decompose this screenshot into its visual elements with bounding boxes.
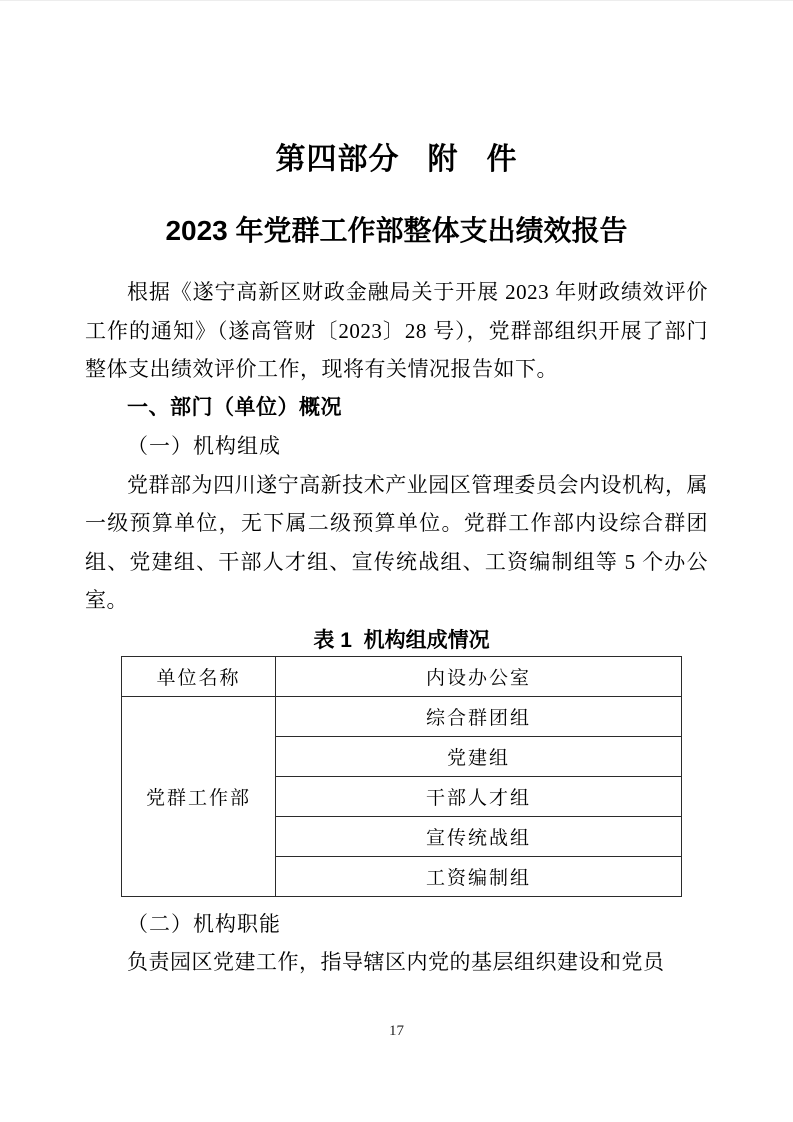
functions-paragraph: 负责园区党建工作，指导辖区内党的基层组织建设和党员 <box>127 950 665 974</box>
table-header-offices: 内设办公室 <box>276 656 682 696</box>
table-cell-office: 工资编制组 <box>276 856 682 896</box>
report-title: 2023 年党群工作部整体支出绩效报告 <box>165 215 628 246</box>
section-title: 第四部分 附 件 <box>275 143 518 176</box>
org-composition-table <box>121 656 682 897</box>
intro-paragraph: 根据《遂宁高新区财政金融局关于开展 2023 年财政绩效评价工作的通知》（遂高管财〔2023〕28 号），党群部组织开展了部门整体支出绩效评价工作，现将有关情况报告如下。 <box>85 280 708 381</box>
table-row <box>122 696 682 736</box>
table-cell-office: 党建组 <box>276 736 682 776</box>
table-cell-office: 综合群团组 <box>276 696 682 736</box>
org-composition-paragraph: 党群部为四川遂宁高新技术产业园区管理委员会内设机构，属一级预算单位，无下属二级预算单位。党群工作部内设综合群团组、党建组、干部人才组、宣传统战组、工资编制组等 5 个办公室。 <box>85 472 708 612</box>
table-header-row <box>122 656 682 696</box>
heading-org-functions: （二）机构职能 <box>127 911 281 936</box>
page-content <box>0 1 793 982</box>
table-header-unit-name: 单位名称 <box>122 656 276 696</box>
table-cell-office: 宣传统战组 <box>276 816 682 856</box>
heading-department-overview: 一、部门（单位）概况 <box>127 395 342 419</box>
table1-caption: 表 1 机构组成情况 <box>313 628 490 652</box>
table-cell-department: 党群工作部 <box>122 696 276 896</box>
heading-org-composition: （一）机构组成 <box>127 434 281 458</box>
table-cell-office: 干部人才组 <box>276 776 682 816</box>
page-number: 17 <box>389 1023 404 1039</box>
